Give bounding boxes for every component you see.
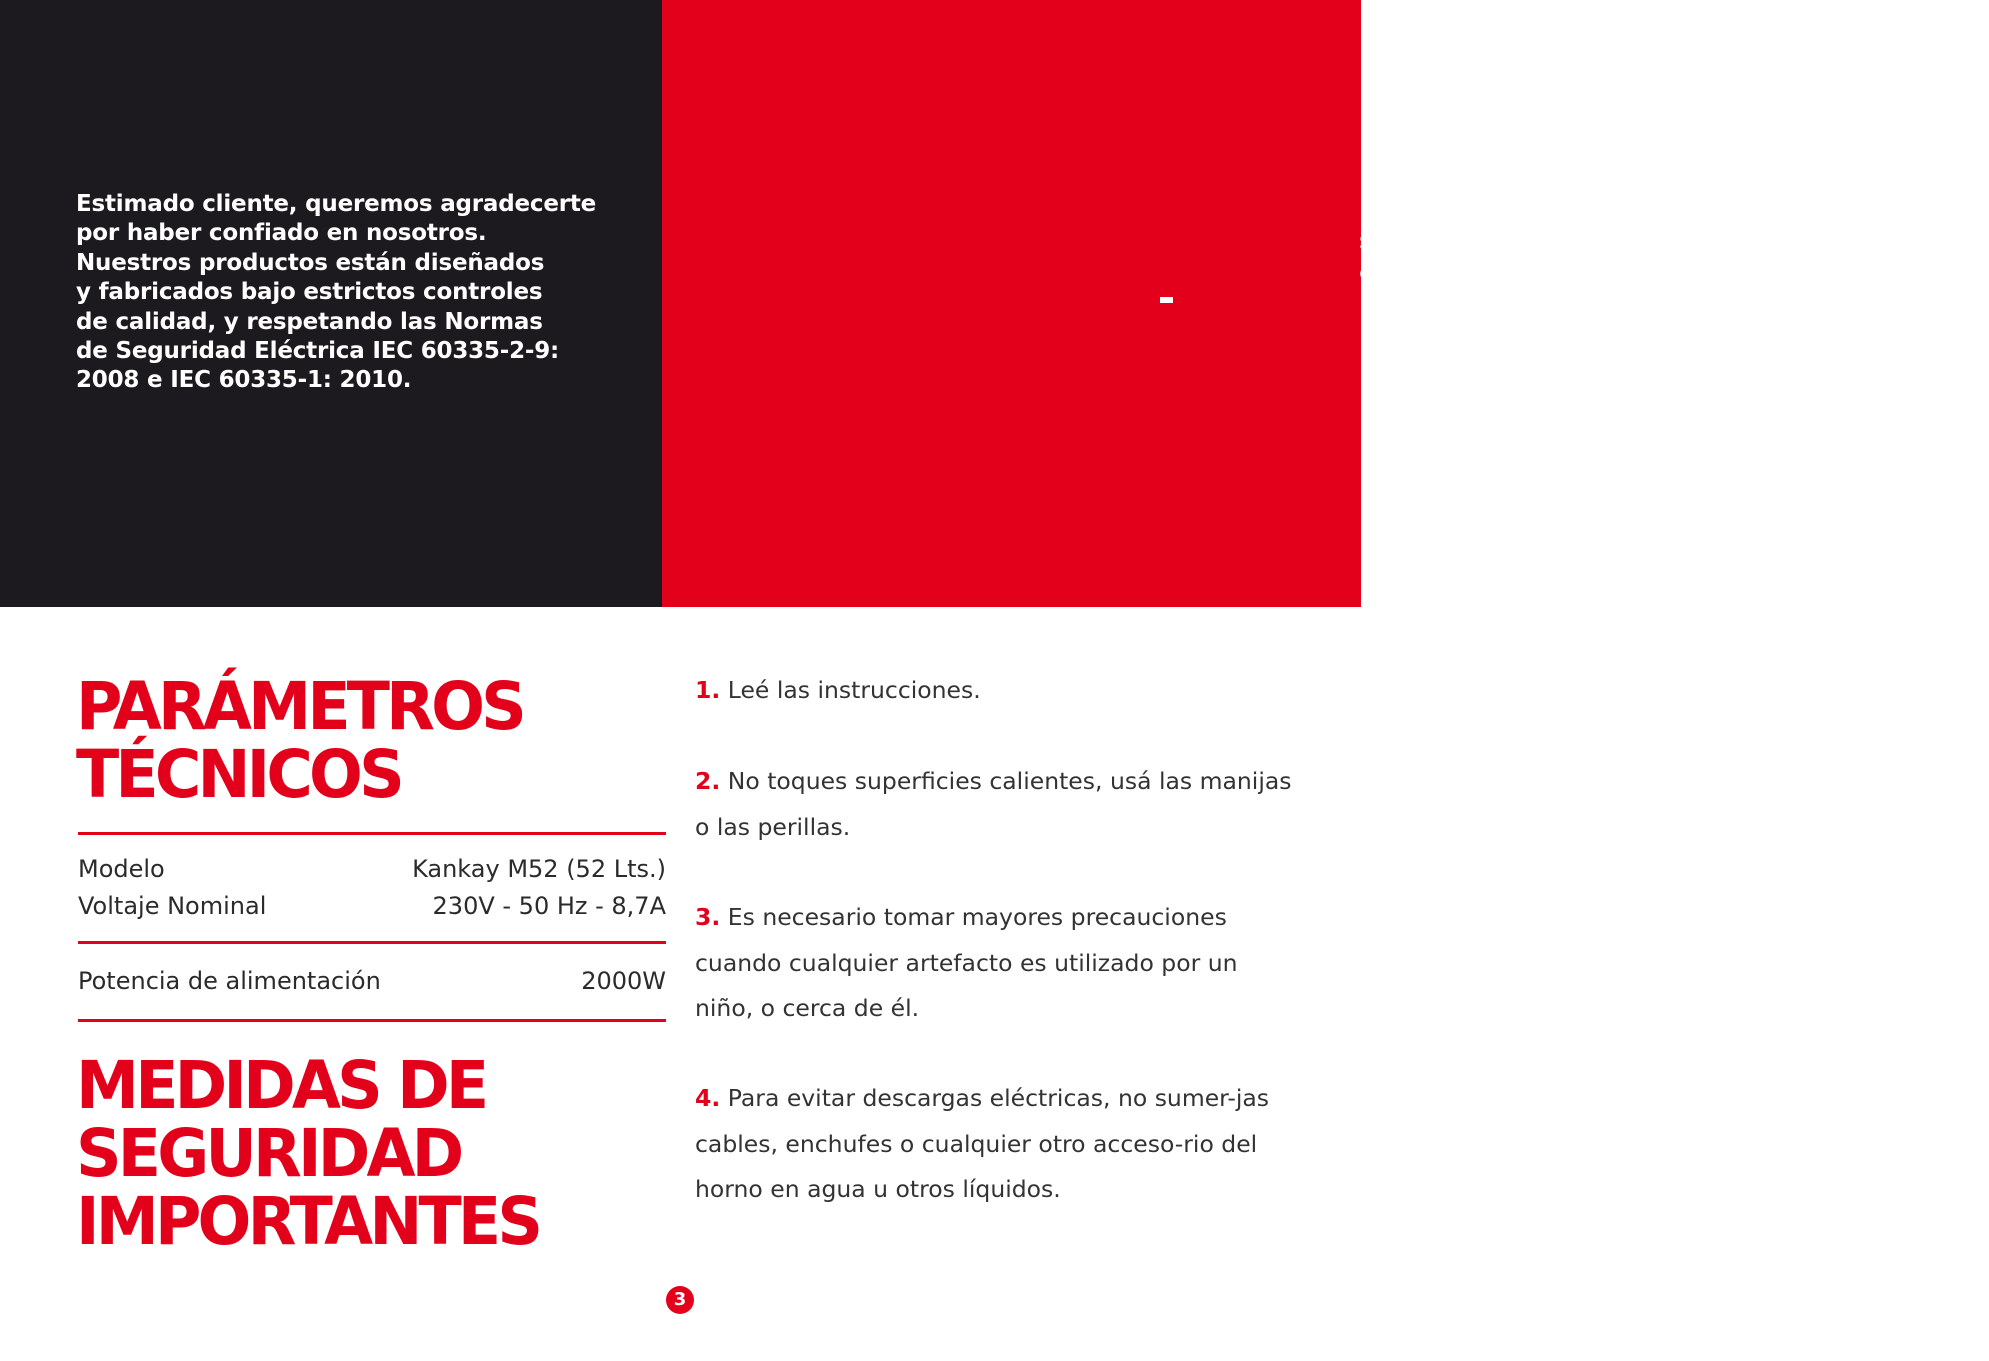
item-text: Para evitar descargas eléctricas, no sumer-jas cables, enchufes o cualquier otro acceso-rio del horno en agua u otros líquidos. — [695, 1084, 1269, 1203]
spec-value: 230V - 50 Hz - 8,7A — [432, 892, 666, 920]
spec-label: Potencia de alimentación — [78, 967, 381, 995]
safety-heading: MEDIDAS DE SEGURIDAD IMPORTANTES — [76, 1047, 540, 1260]
spec-value: Kankay M52 (52 Lts.) — [412, 855, 666, 883]
item-number: 4. — [695, 1084, 721, 1112]
item-text: Leé las instrucciones. — [727, 676, 981, 704]
item-number: 1. — [695, 676, 721, 704]
spec-row-model — [78, 852, 666, 886]
safety-item — [695, 895, 1295, 1032]
spec-label: Voltaje Nominal — [78, 892, 267, 920]
item-text: No toques superficies calientes, usá las manijas o las perillas. — [695, 767, 1292, 841]
safety-item — [695, 1076, 1295, 1213]
page-number-badge: 3 — [666, 1286, 694, 1314]
spec-row-power — [78, 964, 666, 998]
parameters-heading: PARÁMETROS TÉCNICOS — [76, 668, 523, 813]
warning-panel — [662, 0, 1886, 607]
divider — [78, 941, 666, 944]
spec-value: 2000W — [581, 967, 666, 995]
item-number: 3. — [695, 903, 721, 931]
intro-panel — [0, 0, 662, 607]
spec-label: Modelo — [78, 855, 165, 883]
divider — [78, 1019, 666, 1022]
divider — [78, 832, 666, 835]
intro-text: Estimado cliente, queremos agradecerte por haber confiado en nosotros. Nuestros productos están diseñados y fabricados bajo estrictos controles de calidad, y respetando las Normas de Seguridad Eléctrica IEC 60335-2-9: 2008 e IEC 60335-1: 2010. — [76, 191, 597, 394]
dash-mark — [1160, 297, 1173, 303]
item-text: Es necesario tomar mayores precauciones cuando cualquier artefacto es utilizado por un niño, o cerca de él. — [695, 903, 1238, 1022]
safety-item — [695, 759, 1295, 850]
warning-text: Leé estas importantes instrucciones de seguridad antes de utilizar el horno elèctric y conservalas para futura referencia. — [1359, 196, 1886, 286]
spec-row-voltage — [78, 889, 666, 923]
item-number: 2. — [695, 767, 721, 795]
safety-item — [695, 668, 1295, 714]
